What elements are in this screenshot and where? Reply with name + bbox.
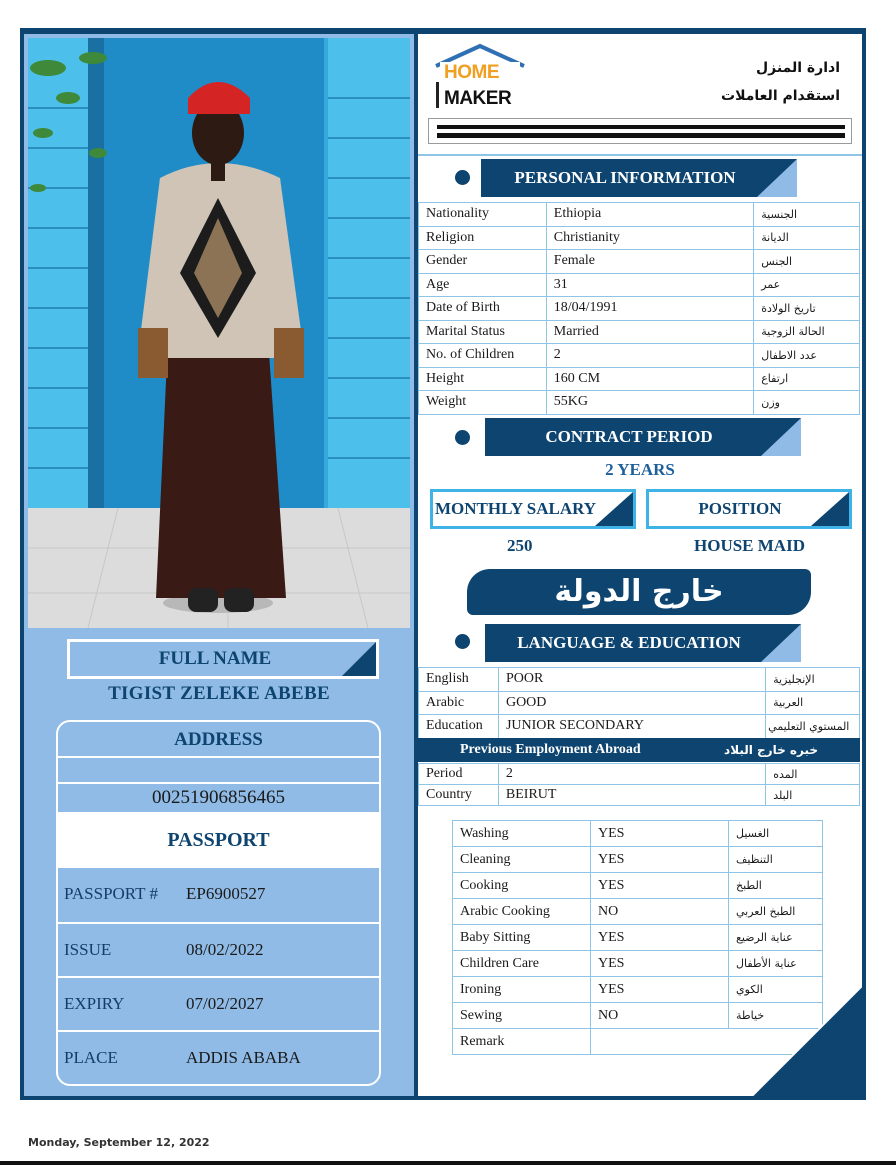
row-arabic: العربية	[766, 691, 860, 715]
header-bar-thin	[437, 125, 845, 129]
skill-arabic: الكوي	[729, 977, 823, 1003]
row-label: Country	[419, 785, 499, 806]
row-label: Nationality	[419, 203, 547, 227]
agency-arabic-line1: ادارة المنزل	[756, 60, 840, 76]
row-label: Education	[419, 715, 499, 739]
passport-row-place	[58, 1030, 379, 1084]
row-label: Arabic	[419, 691, 499, 715]
row-value: BEIRUT	[498, 785, 765, 806]
table-row	[419, 367, 860, 391]
row-label: Date of Birth	[419, 297, 547, 321]
fullname-label: FULL NAME	[158, 648, 272, 669]
row-arabic: ارتفاع	[754, 367, 860, 391]
row-label: Weight	[419, 391, 547, 415]
row-arabic: عمر	[754, 273, 860, 297]
corner-triangle-icon	[811, 492, 849, 526]
passport-place-value: ADDIS ABABA	[186, 1048, 301, 1067]
logo-line1: HOME	[444, 62, 499, 83]
footer-line	[0, 1161, 896, 1165]
table-row	[419, 691, 860, 715]
fullname-header	[67, 639, 379, 679]
agency-arabic-line2: استقدام العاملات	[721, 88, 840, 104]
row-label: No. of Children	[419, 344, 547, 368]
row-value: Ethiopia	[546, 203, 753, 227]
skill-label: Arabic Cooking	[453, 899, 591, 925]
table-row	[453, 899, 823, 925]
table-row	[419, 668, 860, 692]
skill-value: YES	[591, 951, 729, 977]
language-bullet-icon	[455, 634, 470, 649]
personal-info-title: PERSONAL INFORMATION	[514, 168, 736, 187]
row-arabic: الديانة	[754, 226, 860, 250]
skill-label: Baby Sitting	[453, 925, 591, 951]
address-phone: 00251906856465	[152, 787, 285, 808]
passport-issue-value: 08/02/2022	[186, 940, 264, 959]
language-education-header	[485, 624, 801, 662]
table-row	[419, 203, 860, 227]
skill-label: Cleaning	[453, 847, 591, 873]
table-row	[453, 821, 823, 847]
monthly-salary-box	[430, 489, 636, 529]
row-value: 160 CM	[546, 367, 753, 391]
contract-period-value: 2 YEARS	[605, 460, 675, 479]
row-arabic: الجنس	[754, 250, 860, 274]
skill-arabic: الغسيل	[729, 821, 823, 847]
language-table	[418, 667, 860, 739]
row-value: 2	[546, 344, 753, 368]
table-row	[419, 344, 860, 368]
corner-triangle-icon	[761, 418, 801, 456]
row-arabic: تاريخ الولادة	[754, 297, 860, 321]
table-row	[419, 273, 860, 297]
position-value: HOUSE MAID	[694, 536, 805, 555]
row-label: Religion	[419, 226, 547, 250]
row-arabic: وزن	[754, 391, 860, 415]
header-bars	[428, 118, 852, 144]
table-row	[453, 951, 823, 977]
row-label: Age	[419, 273, 547, 297]
passport-row-expiry	[58, 976, 379, 1030]
row-value: JUNIOR SECONDARY	[498, 715, 765, 739]
row-label: Marital Status	[419, 320, 547, 344]
row-arabic: الجنسية	[754, 203, 860, 227]
table-row	[419, 250, 860, 274]
passport-row-issue	[58, 922, 379, 976]
header-separator	[418, 154, 862, 156]
previous-employment-title: Previous Employment Abroad	[460, 742, 641, 757]
footer-date: Monday, September 12, 2022	[28, 1136, 210, 1149]
skill-value: YES	[591, 873, 729, 899]
table-row	[419, 297, 860, 321]
previous-employment-header	[418, 738, 860, 762]
previous-employment-table	[418, 763, 860, 806]
skill-value: NO	[591, 1003, 729, 1029]
row-value: 18/04/1991	[546, 297, 753, 321]
fullname-value: TIGIST ZELEKE ABEBE	[108, 683, 330, 704]
contract-bullet-icon	[455, 430, 470, 445]
personal-info-table	[418, 202, 860, 415]
corner-triangle-icon	[761, 624, 801, 662]
skill-arabic: التنظيف	[729, 847, 823, 873]
table-row	[419, 226, 860, 250]
candidate-photo	[28, 38, 410, 628]
skill-value: YES	[591, 847, 729, 873]
position-label: POSITION	[698, 499, 782, 518]
passport-rows	[58, 868, 379, 1084]
skill-value: NO	[591, 899, 729, 925]
passport-number-label: PASSPORT #	[64, 884, 158, 903]
skill-arabic: الطبخ العربي	[729, 899, 823, 925]
skill-arabic: خياطة	[729, 1003, 823, 1029]
address-passport-panel	[56, 720, 381, 1086]
language-education-title: LANGUAGE & EDUCATION	[517, 633, 741, 652]
agency-arabic-title	[721, 54, 840, 110]
skill-value: YES	[591, 925, 729, 951]
skill-label: Children Care	[453, 951, 591, 977]
table-row	[453, 925, 823, 951]
row-label: Height	[419, 367, 547, 391]
corner-triangle-icon	[757, 159, 797, 197]
skill-label: Sewing	[453, 1003, 591, 1029]
table-row	[453, 873, 823, 899]
skill-arabic: الطبخ	[729, 873, 823, 899]
contract-period-header	[485, 418, 801, 456]
skill-arabic: عناية الأطفال	[729, 951, 823, 977]
contract-period-title: CONTRACT PERIOD	[545, 427, 713, 446]
row-label: Gender	[419, 250, 547, 274]
row-value: Female	[546, 250, 753, 274]
table-row	[419, 715, 860, 739]
row-value: 2	[498, 764, 765, 785]
table-row	[419, 320, 860, 344]
row-label: Period	[419, 764, 499, 785]
corner-decoration-icon	[752, 986, 862, 1096]
passport-issue-label: ISSUE	[64, 940, 112, 959]
corner-triangle-icon	[342, 642, 376, 676]
skill-label: Cooking	[453, 873, 591, 899]
previous-employment-title-ar: خبره خارج البلاد	[724, 743, 818, 757]
header-bar-thick	[437, 133, 845, 138]
table-row	[419, 785, 860, 806]
logo-line2: MAKER	[444, 88, 512, 109]
row-arabic: الحالة الزوجية	[754, 320, 860, 344]
row-value: POOR	[498, 668, 765, 692]
skill-label: Ironing	[453, 977, 591, 1003]
personal-info-header	[481, 159, 797, 197]
row-arabic: البلد	[766, 785, 860, 806]
passport-expiry-value: 07/02/2027	[186, 994, 264, 1013]
corner-triangle-icon	[595, 492, 633, 526]
row-value: 55KG	[546, 391, 753, 415]
row-value: Married	[546, 320, 753, 344]
monthly-salary-label: MONTHLY SALARY	[435, 499, 597, 518]
passport-expiry-label: EXPIRY	[64, 994, 125, 1013]
position-box	[646, 489, 852, 529]
table-row	[453, 847, 823, 873]
row-arabic: المستوي التعليمي	[766, 715, 860, 739]
skill-value: YES	[591, 977, 729, 1003]
address-blank-row	[58, 758, 379, 784]
home-maker-logo	[430, 42, 530, 118]
table-row	[419, 764, 860, 785]
row-value: GOOD	[498, 691, 765, 715]
row-value: 31	[546, 273, 753, 297]
remark-label: Remark	[453, 1029, 591, 1055]
table-row	[419, 391, 860, 415]
skill-value: YES	[591, 821, 729, 847]
row-label: English	[419, 668, 499, 692]
skill-label: Washing	[453, 821, 591, 847]
passport-place-label: PLACE	[64, 1048, 118, 1067]
row-arabic: المده	[766, 764, 860, 785]
row-value: Christianity	[546, 226, 753, 250]
abroad-badge: خارج الدولة	[467, 569, 811, 615]
row-arabic: الإنجليزية	[766, 668, 860, 692]
address-label: ADDRESS	[58, 722, 379, 758]
passport-number-value: EP6900527	[186, 884, 266, 903]
passport-title: PASSPORT	[58, 812, 379, 868]
skill-arabic: عناية الرضيع	[729, 925, 823, 951]
monthly-salary-value: 250	[507, 536, 533, 555]
row-arabic: عدد الاطفال	[754, 344, 860, 368]
passport-row-number	[58, 868, 379, 922]
personal-bullet-icon	[455, 170, 470, 185]
